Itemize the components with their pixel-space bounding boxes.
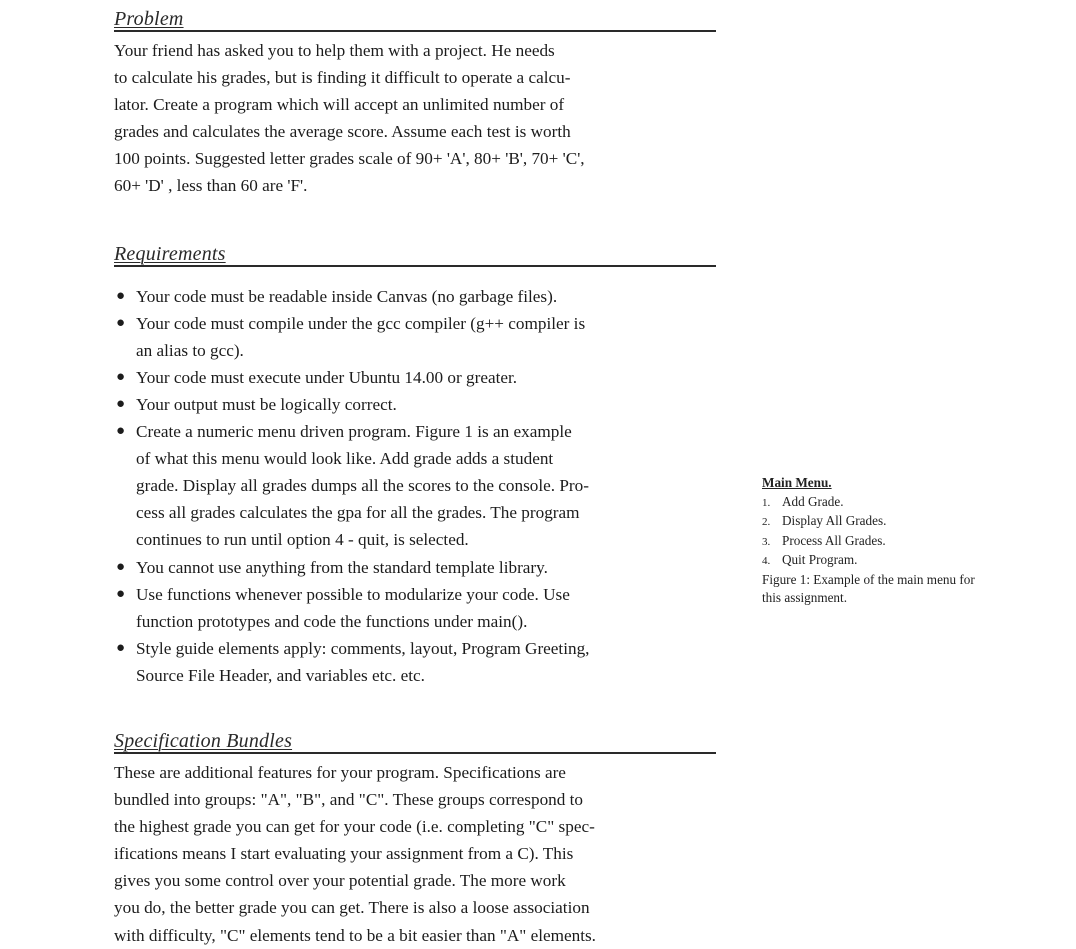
requirement-line: Style guide elements apply: comments, layout, Program Greeting,	[136, 638, 590, 658]
specification-line: bundled into groups: "A", "B", and "C". These groups correspond to	[114, 790, 584, 810]
problem-line: 60+ 'D' , less than 60 are 'F'.	[114, 176, 308, 196]
menu-option-label: Add Grade.	[782, 493, 844, 509]
requirement-line: grade. Display all grades dumps all the scores to the console. Pro-	[136, 476, 589, 496]
bullet-icon: ●	[116, 314, 126, 331]
bullet-icon: ●	[116, 558, 126, 575]
menu-option	[762, 493, 1062, 513]
main-column	[114, 0, 716, 949]
requirement-line: an alias to gcc).	[136, 340, 244, 360]
menu-option-number: 1.	[762, 496, 771, 509]
problem-line: to calculate his grades, but is finding it difficult to operate a calcu-	[114, 68, 571, 88]
bullet-icon: ●	[116, 287, 126, 304]
specification-line: gives you some control over your potential grade. The more work	[114, 871, 566, 891]
specification-paragraph	[114, 759, 716, 949]
requirement-line: Use functions whenever possible to modularize your code. Use	[136, 584, 570, 604]
requirement-item	[114, 554, 716, 581]
menu-title: Main Menu.	[762, 475, 832, 490]
problem-heading	[114, 0, 716, 32]
figure-main-menu	[762, 474, 1062, 608]
menu-options	[762, 493, 1062, 571]
bullet-icon: ●	[116, 423, 126, 440]
requirement-line: Your code must compile under the gcc compiler (g++ compiler is	[136, 313, 586, 333]
requirements-heading-text: Requirements	[114, 242, 226, 265]
specification-line: the highest grade you can get for your code (i.e. completing "C" spec-	[114, 817, 595, 837]
caption-line: this assignment.	[762, 590, 847, 605]
bullet-icon: ●	[116, 368, 126, 385]
requirement-line: Source File Header, and variables etc. etc.	[136, 665, 425, 685]
problem-line: grades and calculates the average score. Assume each test is worth	[114, 122, 571, 142]
specification-line: with difficulty, "C" elements tend to be a bit easier than "A" elements.	[114, 925, 596, 945]
requirement-line: of what this menu would look like. Add grade adds a student	[136, 449, 554, 469]
caption-line: Figure 1: Example of the main menu for	[762, 571, 975, 587]
problem-line: 100 points. Suggested letter grades scale of 90+ 'A', 80+ 'B', 70+ 'C',	[114, 149, 585, 169]
requirement-line: Your code must execute under Ubuntu 14.00 or greater.	[136, 367, 518, 387]
bullet-icon: ●	[116, 639, 126, 656]
requirements-heading	[114, 233, 716, 267]
bullet-icon: ●	[116, 585, 126, 602]
menu-option-number: 3.	[762, 535, 771, 548]
requirement-line: Your output must be logically correct.	[136, 394, 397, 414]
requirement-item	[114, 418, 716, 553]
requirement-item	[114, 391, 716, 418]
problem-line: lator. Create a program which will accept an unlimited number of	[114, 95, 565, 115]
menu-option	[762, 512, 1062, 532]
figure-caption	[762, 571, 1062, 608]
requirement-item	[114, 310, 716, 364]
specification-heading-text: Specification Bundles	[114, 729, 293, 752]
requirement-line: You cannot use anything from the standard template library.	[136, 557, 548, 577]
requirements-list	[114, 283, 716, 689]
requirement-item	[114, 635, 716, 689]
specification-line: you do, the better grade you can get. There is also a loose association	[114, 898, 590, 918]
requirement-line: Your code must be readable inside Canvas (no garbage files).	[136, 286, 558, 306]
requirement-line: cess all grades calculates the gpa for all the grades. The program	[136, 503, 580, 523]
specification-line: These are additional features for your program. Specifications are	[114, 762, 566, 782]
menu-option-label: Process All Grades.	[782, 532, 886, 548]
menu-option	[762, 551, 1062, 571]
requirement-item	[114, 283, 716, 310]
bullet-icon: ●	[116, 395, 126, 412]
menu-option-label: Display All Grades.	[782, 513, 887, 528]
requirement-item	[114, 581, 716, 635]
problem-paragraph	[114, 37, 716, 200]
specification-heading	[114, 718, 716, 754]
menu-option	[762, 532, 1062, 552]
specification-line: ifications means I start evaluating your assignment from a C). This	[114, 844, 574, 864]
requirement-line: function prototypes and code the functions under main().	[136, 611, 528, 631]
requirement-line: continues to run until option 4 - quit, is selected.	[136, 530, 469, 550]
requirement-line: Create a numeric menu driven program. Figure 1 is an example	[136, 422, 572, 442]
menu-option-number: 2.	[762, 516, 771, 528]
menu-option-number: 4.	[762, 555, 771, 567]
requirement-item	[114, 364, 716, 391]
problem-heading-text: Problem	[114, 8, 184, 30]
problem-line: Your friend has asked you to help them with a project. He needs	[114, 41, 555, 60]
menu-option-label: Quit Program.	[782, 552, 858, 567]
